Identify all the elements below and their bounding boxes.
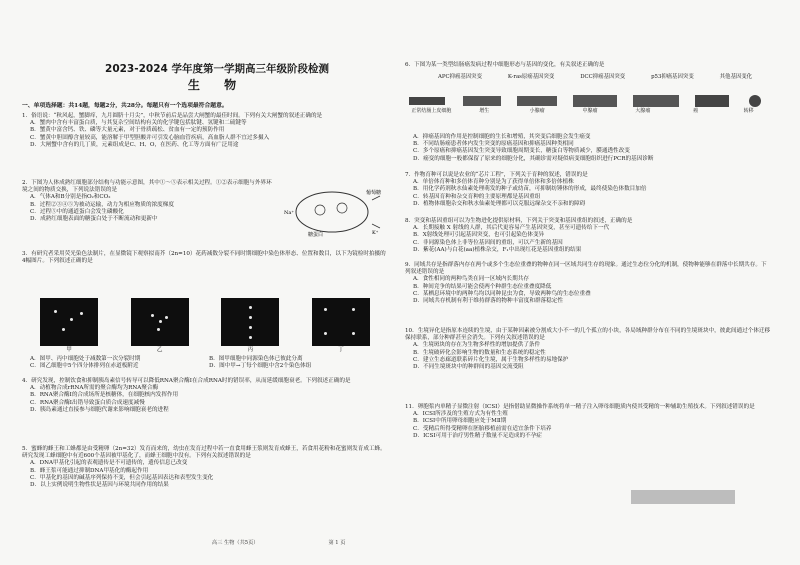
option-c: C．甲基化的基因的碱基序列保持不变，但会引起基因表达和表型发生变化 — [30, 474, 214, 481]
page-footer-left: 高三 生物（共5页） 第 1 页 — [212, 540, 346, 546]
question-5 — [22, 446, 388, 489]
protein-pump — [337, 203, 347, 213]
small-adenoma — [517, 96, 557, 106]
option-b: B．用化学药剂秋水仙素处理萌发的种子或幼苗，可抑制纺锤体的形成，最终使染色体数目加倍 — [413, 186, 647, 193]
option-d: D．植物体细胞杂交和秋水仙素处理都可以克服远缘杂交不亲和的障碍 — [413, 200, 586, 207]
question-stem: 3．有研究者采用荧光染色法制片，在显微镜下观察拟南芥（2n=10）花药减数分裂不同时期细胞中染色体形态、位置和数目，以下为镜检时拍摄的4幅图片。下列叙述正确的是 — [22, 251, 386, 265]
question-stem: 10．生境异化是指原本连续的生境，由于某种因素被分割成大小不一的几个孤立的小块，各局域种群分布在不同的生境斑块中，彼此间通过个体迁移保持联系，部分种群甚至会消失。下列有关叙述错误的是 — [405, 328, 771, 342]
micrograph-label: 乙 — [156, 346, 163, 353]
gene-label: APC抑癌基因突变 — [437, 74, 482, 80]
question-1 — [22, 113, 388, 149]
arrows — [372, 196, 380, 228]
question-stem: 6．下图为某一类型结肠癌发病过程中细胞形态与基因的变化，有关叙述正确的是 — [405, 62, 605, 68]
right-column — [405, 0, 785, 565]
option-c: C．RNA聚合酶I出错导致蛋白质合成速度减慢 — [30, 399, 145, 406]
question-9 — [405, 262, 771, 305]
stage-label: 小腺瘤 — [529, 108, 545, 114]
question-6-options — [405, 134, 771, 163]
option-c: C．非同源染色体上非等位基因间的重组，可以产生新的基因 — [413, 239, 563, 246]
micrograph-jia — [40, 298, 98, 353]
question-stem: 2．下图为人体成熟红细胞部分结构与功能示意图，其中①～⑤表示相关过程。①②表示细胞与外界环境之间的物质交换，下列说法错误的是 — [22, 180, 272, 194]
option-d: D．成熟红细胞表面的糖蛋白处于不断流动和更新中 — [30, 216, 158, 223]
option-d: D．同域共存机制有利于维持群落的物种丰富度和群落稳定性 — [413, 298, 563, 305]
option-d: D．大闸蟹中含有的几丁质，元素组成是C、H、O，在医药、化工等方面有广泛用途 — [30, 141, 239, 148]
cancer-progression-diagram — [405, 74, 775, 132]
cell-membrane — [296, 192, 368, 232]
micrograph-bing — [221, 298, 279, 353]
option-b: B．蟹黄中富含钙、铁、磷等大量元素，对于骨质疏松、贫血有一定的预防作用 — [30, 127, 225, 134]
micrograph-yi — [131, 298, 189, 353]
medium-adenoma — [573, 95, 617, 107]
question-stem: 5．蜜蜂的蜂王和工蜂都是由受精卵（2n=32）发育而来的，幼虫在发育过程中若一直食用蜂王浆则发育成蜂王，若食用花粉和花蜜则发育成工蜂。研究发现工蜂细胞中有近600个基因被甲基化了，而蜂王细胞中没有。下列有关叙述错误的是 — [22, 446, 386, 460]
question-stem: 9．同域共存是指群落内存在两个或多个生态位重叠的物种在同一区域共同生存的现象。通过生态位分化的机制，使物种能够在群落中长期共存。下列叙述错误的是 — [405, 262, 767, 276]
option-c: C．图乙细胞中5个四分体排列在赤道板附近 — [30, 363, 139, 370]
micrograph-row — [40, 298, 370, 353]
stage-label: 中腺瘤 — [582, 108, 598, 114]
question-stem: 11．卵胞浆内单精子显微注射（ICSI）是指借助显微操作系统将单一精子注入卵母细胞质内使其受精的一种辅助生殖技术。下列叙述错误的是 — [405, 404, 755, 410]
option-c: C．建立生态廊道联系碎片化生境，属于生物多样性的易地保护 — [413, 356, 569, 363]
option-c: C．多个原癌和抑癌基因发生突变导致细胞周期变长，糖蛋白等物质减少，膜通透性改变 — [413, 148, 630, 155]
subject-title: 生 物 — [187, 78, 247, 92]
question-3 — [22, 251, 388, 265]
option-b: B．蜂王浆可能通过抑制DNA甲基化的酶起作用 — [30, 467, 149, 474]
option-b: B．ICSI中所用卵母细胞应处于MⅡ期 — [413, 418, 507, 425]
question-3-options — [22, 356, 388, 370]
gene-label: 其他基因变化 — [719, 74, 753, 80]
large-adenoma — [633, 95, 679, 107]
label-na: Na⁺ — [284, 210, 294, 216]
option-b: B．X射线处理可引起基因突变，也可引起染色体变异 — [413, 232, 545, 239]
stage-label: 增生 — [479, 108, 490, 114]
question-6-stem — [405, 62, 771, 69]
option-d: D．ICSI可用于治疗男性精子数量不足造成的不孕症 — [413, 432, 542, 439]
micrograph-label: 甲 — [66, 346, 72, 353]
metastasis — [749, 95, 761, 107]
question-stem: 8．突变和基因重组可以为生物进化提供原材料，下列关于突变和基因重组的叙述，正确的是 — [405, 218, 633, 224]
option-d: D．以上实例说明生物性状是基因与环境共同作用的结果 — [30, 482, 169, 489]
stage-row — [405, 108, 775, 114]
option-a: A．单倍体育种和多倍体育种分别是为了获得单倍体和多倍体植株 — [413, 179, 574, 186]
gene-label: DCC抑癌基因突变 — [580, 74, 626, 80]
question-stem: 1．俗语说：“秋风起，蟹脚痒，九月圆脐十月尖”，中秋节前后是品尝大闸蟹的最佳时间。下列有关大闸蟹的叙述正确的是 — [22, 113, 323, 119]
label-k: K⁺ — [372, 230, 379, 236]
micrograph-ding — [312, 298, 370, 353]
question-4 — [22, 378, 388, 414]
option-a: A．长期接触 X 射线的人群，其后代更容易产生基因突变，甚至可遗传给下一代 — [413, 225, 610, 232]
question-7 — [405, 172, 771, 208]
option-c: C．蟹黄中胆固醇含量较高，能溶解于甲型胆酸并可引发心脑血管疾病，高血脂人群不宜过多摄入 — [30, 134, 270, 141]
hyperplasia-cells — [463, 96, 501, 106]
option-a: A．蟹肉中含有丰富蛋白质，与其复杂空间结构有关的化学键包括肽键、氢键和二硫键等 — [30, 120, 247, 127]
option-a: A．生境斑块的存在为生物多样性的增加提供了条件 — [413, 342, 541, 349]
cell-shapes — [405, 94, 775, 108]
exam-title: 2023-2024 学年度第一学期高三年级阶段检测 — [105, 63, 329, 75]
protein-channel — [315, 205, 325, 215]
redaction-bar — [631, 490, 735, 504]
option-c: C．转基因育种和杂交育种的主要原理都是基因重组 — [413, 193, 541, 200]
question-2 — [22, 180, 272, 223]
option-a: A．ICSI所涉及的生殖方式为有性生殖 — [413, 411, 508, 418]
option-b: B．不同结肠癌患者体内发生突变的原癌基因和抑癌基因种类相同 — [413, 141, 574, 148]
gene-mutation-row — [425, 74, 765, 81]
option-a: A．图甲、丙中细胞处于减数第一次分裂时期 — [30, 356, 141, 362]
question-stem: 4．研究发现，控制饮食和抑制胰岛素信号转导可以降低RNA聚合酶I在合成RNA时的错误率，从而延缓细胞衰老。下列叙述正确的是 — [22, 378, 351, 384]
option-b: B．种间竞争的结果可能会使两个种群生态位重叠度降低 — [413, 283, 552, 290]
red-blood-cell-diagram — [280, 186, 390, 238]
option-a: A．DNA甲基化引起的表观遗传是不可遗传的，遗传信息已改变 — [30, 460, 188, 467]
label-glucose: 葡萄糖 — [366, 190, 382, 196]
stage-label: 癌 — [693, 108, 699, 114]
question-stem: 7．作物育种可以说是农业的“芯片工程”，下列关于育种的叙述，错误的是 — [405, 172, 588, 178]
option-d: D．不同生境斑块中的种群间的基因交流受阻 — [413, 364, 524, 371]
question-10 — [405, 328, 771, 371]
question-8 — [405, 218, 771, 254]
option-c: C．过程⑤中的通道蛋白会发生磷酸化 — [30, 208, 124, 215]
option-a: A．食性相同的两种鸟类在同一区域内长期共存 — [413, 276, 529, 283]
gene-label: p53抑癌基因突变 — [651, 74, 694, 80]
stage-label: 大腺瘤 — [635, 108, 651, 114]
section-heading: 一、单项选择题：共14题，每题2分，共28分。每题只有一个选项最符合题意。 — [22, 103, 228, 109]
label-glycoprotein: 糖蛋白 — [308, 232, 324, 238]
normal-cells — [409, 97, 445, 105]
stage-label: 转移 — [743, 108, 754, 114]
option-d: D．胰岛素通过直接参与细胞代谢来影响细胞衰老的进程 — [30, 406, 169, 413]
option-a: A．抑癌基因的作用是控制细胞的生长和增殖，其突变后细胞会发生癌变 — [413, 134, 591, 140]
gene-label: K-ras原癌基因突变 — [507, 74, 555, 80]
micrograph-label: 丁 — [338, 346, 344, 353]
left-column — [22, 0, 402, 565]
option-a: A．气体A和B分别是指O₂和CO₂ — [30, 194, 111, 201]
question-11 — [405, 404, 771, 440]
option-b: B．图甲细胞中同源染色体已彼此分离 — [209, 356, 303, 362]
stage-label: 正常结肠上皮细胞 — [411, 108, 452, 114]
option-d: D．癌变的细胞一般都保留了原来的细胞分化，其确诊需对疑似病变细胞组织进行PCR的基因诊断 — [413, 155, 654, 162]
option-b: B．RNA聚合酶I的合成场所是核糖体，在细胞核内发挥作用 — [30, 392, 179, 399]
option-b: B．过程②③④⑤为被动运输，动力为相应物质的浓度梯度 — [30, 201, 174, 208]
option-d: D．紫花(AA)与白花(aa)植株杂交，F₁中出现红花是基因重组的结果 — [413, 246, 582, 253]
option-a: A．动植物合成rRNA所需的聚合酶均为RNA聚合酶 — [30, 385, 159, 392]
option-c: C．某栖息环境中的两种鸟均以同种昆虫为食，导致两种鸟的生态位重叠 — [413, 290, 591, 297]
carcinoma — [695, 95, 729, 107]
option-b: B．生境破碎化会影响生物的数量和生态系统的稳定性 — [413, 349, 546, 356]
option-d: D．图中甲→丁每个细胞中含2个染色体组 — [209, 363, 312, 370]
option-c: C．受精后所得受精卵在胚胎移植前需在适宜条件下培养 — [413, 425, 552, 432]
micrograph-label: 丙 — [247, 346, 254, 353]
